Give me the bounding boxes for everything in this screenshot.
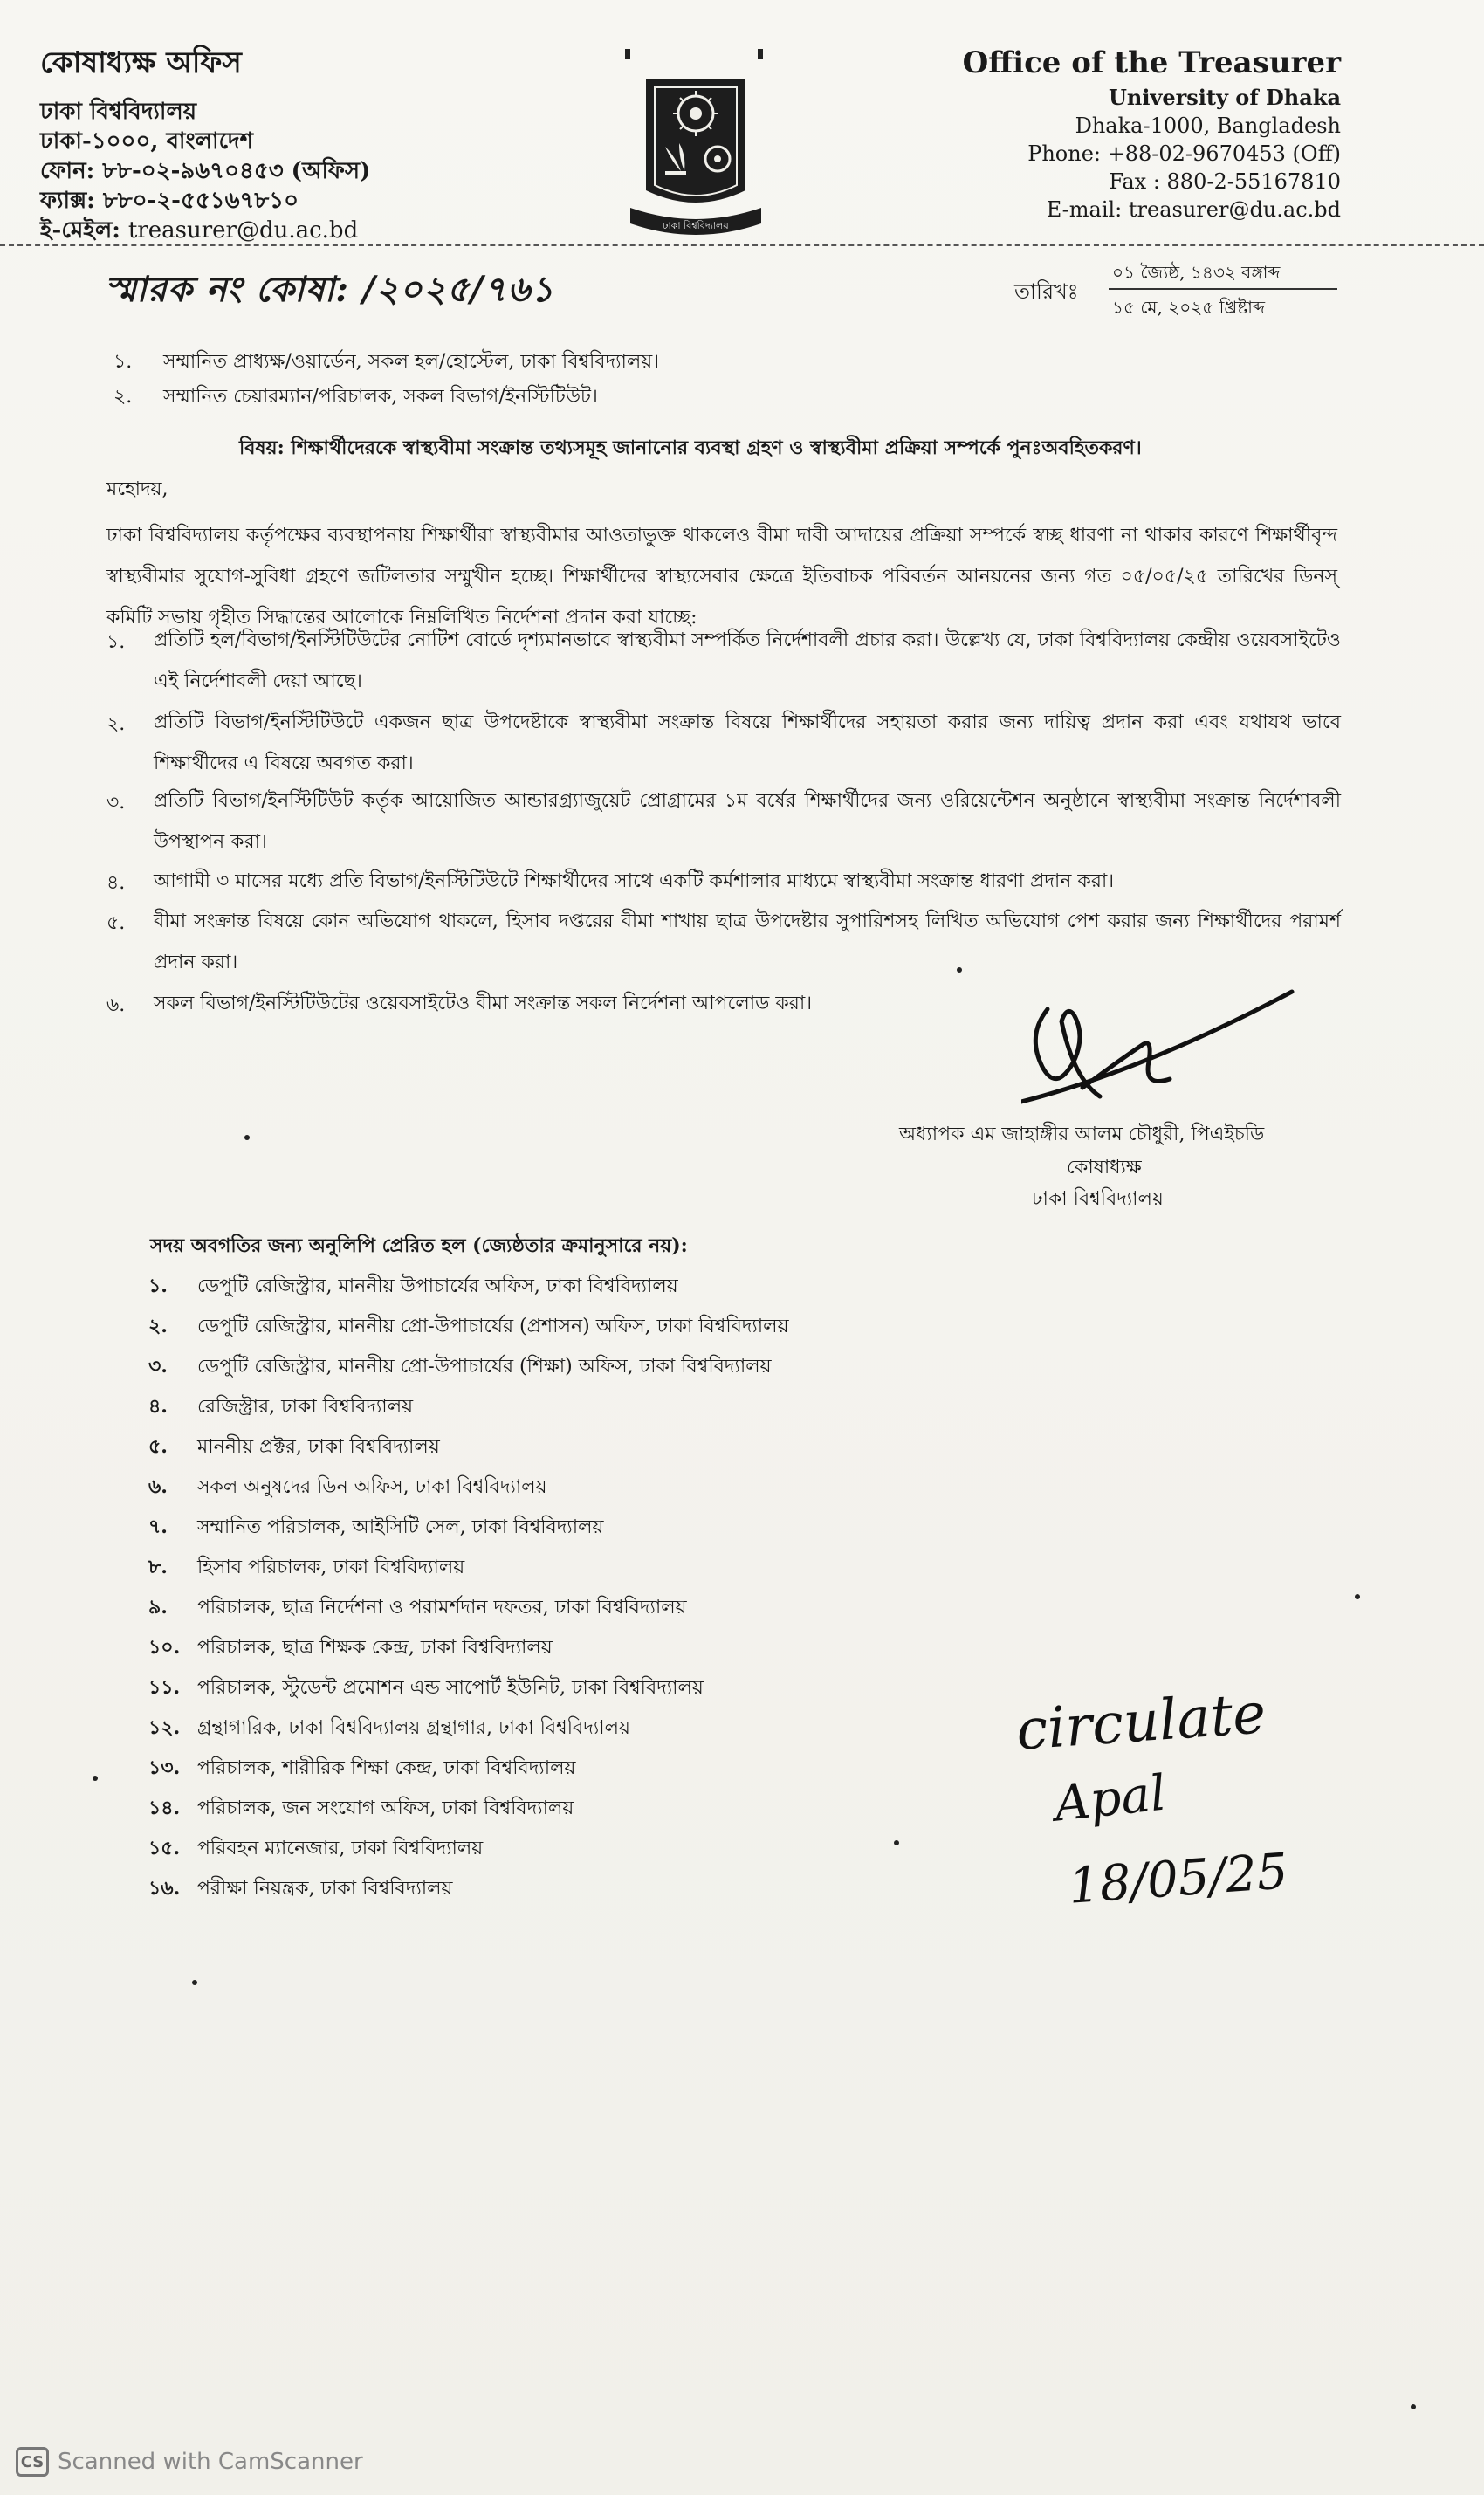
copy-item xyxy=(148,1592,687,1625)
copy-number: ১. xyxy=(148,1275,168,1297)
recipient-2 xyxy=(113,384,598,410)
copy-number: ১৩. xyxy=(148,1756,181,1779)
copy-item xyxy=(148,1311,789,1344)
seal-emblem-icon xyxy=(622,44,770,246)
copy-text: পরীক্ষা নিয়ন্ত্রক, ঢাকা বিশ্ববিদ্যালয় xyxy=(197,1878,453,1900)
directive-number: ৫. xyxy=(106,912,126,934)
university-name-en: University of Dhaka xyxy=(1108,85,1341,110)
copy-text: পরিচালক, জন সংযোগ অফিস, ঢাকা বিশ্ববিদ্যালয় xyxy=(197,1797,574,1819)
copy-text: পরিচালক, ছাত্র নির্দেশনা ও পরামর্শদান দফতর, ঢাকা বিশ্ববিদ্যালয় xyxy=(197,1597,687,1619)
directive-item: বীমা সংক্রান্ত বিষয়ে কোন অভিযোগ থাকলে, হিসাব দপ্তরের বীমা শাখায় ছাত্র উপদেষ্টার সুপারিশসহ লিখিত অভিযোগ পেশ করার জন্য শিক্ষার্থীদের পরামর্শ প্রদান করা। xyxy=(154,911,1341,973)
copy-text: রেজিস্ট্রার, ঢাকা বিশ্ববিদ্যালয় xyxy=(197,1396,414,1418)
copy-item xyxy=(148,1552,464,1584)
signatory-org: ঢাকা বিশ্ববিদ্যালয় xyxy=(1032,1188,1164,1210)
university-name-bn: ঢাকা বিশ্ববিদ্যালয় xyxy=(40,99,197,125)
copy-number: ১১. xyxy=(148,1676,181,1699)
directive-number: ৩. xyxy=(106,792,126,814)
date-label: তারিখঃ xyxy=(1014,279,1079,304)
directive-number: ১. xyxy=(106,631,126,653)
copy-item xyxy=(148,1271,678,1303)
copy-item xyxy=(148,1753,575,1785)
copy-number: ৩. xyxy=(148,1355,168,1378)
signature-icon xyxy=(1021,983,1301,1123)
copy-item xyxy=(148,1673,704,1705)
subject-line: বিষয়: শিক্ষার্থীদেরকে স্বাস্থ্যবীমা সংক্রান্ত তথ্যসমূহ জানানোর ব্যবস্থা গ্রহণ ও স্বাস্থ্যবীমা প্রক্রিয়া সম্পর্কে পুনঃঅবহিতকরণ। xyxy=(239,436,1142,459)
copy-text: মাননীয় প্রক্টর, ঢাকা বিশ্ববিদ্যালয় xyxy=(197,1436,440,1458)
copies-heading: সদয় অবগতির জন্য অনুলিপি প্রেরিত হল (জ্যেষ্ঠতার ক্রমানুসারে নয়): xyxy=(150,1234,688,1257)
header-left xyxy=(40,40,529,245)
copy-number: ৬. xyxy=(148,1475,168,1498)
copy-text: পরিচালক, ছাত্র শিক্ষক কেন্দ্র, ঢাকা বিশ্ববিদ্যালয় xyxy=(197,1637,553,1659)
copy-text: হিসাব পরিচালক, ঢাকা বিশ্ববিদ্যালয় xyxy=(197,1557,465,1578)
directive-number: ২. xyxy=(106,713,126,735)
copy-item xyxy=(148,1392,413,1424)
copy-text: ডেপুটি রেজিস্ট্রার, মাননীয় উপাচার্যের অফিস, ঢাকা বিশ্ববিদ্যালয় xyxy=(197,1275,678,1297)
signatory-name: অধ্যাপক এম জাহাঙ্গীর আলম চৌধুরী, পিএইচডি xyxy=(899,1124,1265,1145)
copy-number: ৯. xyxy=(148,1596,168,1619)
copy-item xyxy=(148,1512,603,1544)
recipient-1 xyxy=(113,349,659,375)
copy-item xyxy=(148,1713,630,1745)
copy-text: গ্রন্থাগারিক, ঢাকা বিশ্ববিদ্যালয় গ্রন্থাগার, ঢাকা বিশ্ববিদ্যালয় xyxy=(197,1717,630,1739)
copy-number: ৭. xyxy=(148,1516,168,1538)
handwritten-circulate: circulate xyxy=(1013,1681,1268,1763)
handwritten-initials: Apal xyxy=(1051,1764,1169,1833)
directive-item: সকল বিভাগ/ইনস্টিটিউটের ওয়েবসাইটেও বীমা সংক্রান্ত সকল নির্দেশনা আপলোড করা। xyxy=(154,993,813,1014)
copy-text: ডেপুটি রেজিস্ট্রার, মাননীয় প্রো-উপাচার্যের (শিক্ষা) অফিস, ঢাকা বিশ্ববিদ্যালয় xyxy=(197,1356,772,1378)
copy-number: ১৪. xyxy=(148,1797,181,1819)
recipient-number: ২. xyxy=(113,386,133,408)
body-paragraph: ঢাকা বিশ্ববিদ্যালয় কর্তৃপক্ষের ব্যবস্থাপনায় শিক্ষার্থীরা স্বাস্থ্যবীমার আওতাভুক্ত থাকলেও বীমা দাবী আদায়ের প্রক্রিয়া সম্পর্কে স্বচ্ছ ধারণা না থাকার কারণে শিক্ষার্থীবৃন্দ স্বাস্থ্যবীমার সুযোগ-সুবিধা গ্রহণে জটিলতার সম্মুখীন হচ্ছে। শিক্ষার্থীদের স্বাস্থ্যসেবার ক্ষেত্রে ইতিবাচক পরিবর্তন আনয়নের জন্য গত ০৫/০৫/২৫ তারিখের ডিনস্ কমিটি সভায় গৃহীত সিদ্ধান্তের আলোকে নিম্নলিখিত নির্দেশনা প্রদান করা যাচ্ছে: xyxy=(106,525,1337,629)
header-right xyxy=(852,45,1341,223)
copy-number: ১৫. xyxy=(148,1837,181,1859)
directive-number: ৬. xyxy=(106,994,126,1016)
copy-item xyxy=(148,1632,553,1665)
office-name-bn: কোষাধ্যক্ষ অফিস xyxy=(40,45,242,80)
directive-item: প্রতিটি হল/বিভাগ/ইনস্টিটিউটের নোটিশ বোর্ডে দৃশ্যমানভাবে স্বাস্থ্যবীমা সম্পর্কিত নির্দেশাবলী প্রচার করা। উল্লেখ্য যে, ঢাকা বিশ্ববিদ্যালয় কেন্দ্রীয় ওয়েবসাইটেও এই নির্দেশাবলী দেয়া আছে। xyxy=(154,629,1341,692)
directive-item: আগামী ৩ মাসের মধ্যে প্রতি বিভাগ/ইনস্টিটিউটে শিক্ষার্থীদের সাথে একটি কর্মশালার মাধ্যমে স্বাস্থ্যবীমা সংক্রান্ত ধারণা প্রদান করা। xyxy=(154,870,1115,892)
directive-item: প্রতিটি বিভাগ/ইনস্টিটিউটে একজন ছাত্র উপদেষ্টাকে স্বাস্থ্যবীমা সংক্রান্ত বিষয়ে শিক্ষার্থীদের সহায়তা করার জন্য দায়িত্ব প্রদান করা এবং যথাযথ ভাবে শিক্ষার্থীদের এ বিষয়ে অবগত করা। xyxy=(154,711,1341,774)
email-line-bn xyxy=(40,216,529,245)
email-en: E-mail: treasurer@du.ac.bd xyxy=(1046,197,1341,222)
copy-text: সম্মানিত পরিচালক, আইসিটি সেল, ঢাকা বিশ্ববিদ্যালয় xyxy=(197,1516,604,1538)
date-divider xyxy=(1109,288,1337,290)
copy-number: ১৬. xyxy=(148,1877,181,1900)
copy-number: ৮. xyxy=(148,1556,168,1578)
address-en: Dhaka-1000, Bangladesh xyxy=(1075,113,1341,138)
recipient-text: সম্মানিত চেয়ারম্যান/পরিচালক, সকল বিভাগ/ইনস্টিটিউট। xyxy=(163,386,598,408)
email-label-bn: ই-মেইল: xyxy=(40,217,120,244)
fax-bn: ফ্যাক্স: ৮৮০-২-৫৫১৬৭৮১০ xyxy=(40,188,299,214)
directive-item: প্রতিটি বিভাগ/ইনস্টিটিউট কর্তৃক আয়োজিত আন্ডারগ্র্যাজুয়েট প্রোগ্রামের ১ম বর্ষের শিক্ষার্থীদের জন্য ওরিয়েন্টেশন অনুষ্ঠানে স্বাস্থ্যবীমা সংক্রান্ত নির্দেশাবলী উপস্থাপন করা। xyxy=(154,790,1341,853)
copy-item xyxy=(148,1793,574,1825)
copy-number: ১০. xyxy=(148,1636,181,1659)
copy-number: ৪. xyxy=(148,1395,168,1418)
copy-number: ২. xyxy=(148,1315,168,1337)
salutation: মহোদয়, xyxy=(106,478,168,500)
copy-text: পরিচালক, শারীরিক শিক্ষা কেন্দ্র, ঢাকা বিশ্ববিদ্যালয় xyxy=(197,1757,576,1779)
copy-number: ১২. xyxy=(148,1716,181,1739)
address-bn: ঢাকা-১০০০, বাংলাদেশ xyxy=(40,128,254,155)
seal-caption: ঢাকা বিশ্ববিদ্যালয় xyxy=(663,220,729,231)
phone-bn: ফোন: ৮৮-০২-৯৬৭০৪৫৩ (অফিস) xyxy=(40,158,371,184)
copy-text: ডেপুটি রেজিস্ট্রার, মাননীয় প্রো-উপাচার্যের (প্রশাসন) অফিস, ঢাকা বিশ্ববিদ্যালয় xyxy=(197,1316,789,1337)
scanner-footer xyxy=(16,2444,363,2479)
date-bangla: ০১ জ্যৈষ্ঠ, ১৪৩২ বঙ্গাব্দ xyxy=(1112,262,1281,283)
date-gregorian: ১৫ মে, ২০২৫ খ্রিষ্টাব্দ xyxy=(1112,297,1266,318)
fax-en: Fax : 880-2-55167810 xyxy=(1109,169,1341,194)
recipient-number: ১. xyxy=(113,351,133,373)
camscanner-logo-icon: CS xyxy=(16,2447,49,2477)
scanner-text: Scanned with CamScanner xyxy=(58,2449,363,2475)
copy-item xyxy=(148,1432,440,1464)
copy-text: পরিবহন ম্যানেজার, ঢাকা বিশ্ববিদ্যালয় xyxy=(197,1838,484,1859)
copy-item xyxy=(148,1472,547,1504)
copy-text: সকল অনুষদের ডিন অফিস, ঢাকা বিশ্ববিদ্যালয় xyxy=(197,1476,547,1498)
signatory-role: কোষাধ্যক্ষ xyxy=(1067,1157,1142,1179)
copy-item xyxy=(148,1833,483,1866)
office-name-en: Office of the Treasurer xyxy=(962,45,1341,80)
handwritten-date: 18/05/25 xyxy=(1067,1843,1290,1915)
email-bn: treasurer@du.ac.bd xyxy=(127,217,359,244)
copy-item xyxy=(148,1351,772,1384)
university-seal xyxy=(622,44,770,246)
recipient-text: সম্মানিত প্রাধ্যক্ষ/ওয়ার্ডেন, সকল হল/হোস্টেল, ঢাকা বিশ্ববিদ্যালয়। xyxy=(163,351,660,373)
header-divider xyxy=(0,244,1484,246)
copy-item xyxy=(148,1873,452,1906)
copy-text: পরিচালক, স্টুডেন্ট প্রমোশন এন্ড সাপোর্ট ইউনিট, ঢাকা বিশ্ববিদ্যালয় xyxy=(197,1677,704,1699)
phone-en: Phone: +88-02-9670453 (Off) xyxy=(1027,141,1341,166)
directive-number: ৪. xyxy=(106,872,126,894)
reference-number: স্মারক নং কোষা: /২০২৫/৭৬১ xyxy=(105,269,555,310)
copy-number: ৫. xyxy=(148,1435,168,1458)
